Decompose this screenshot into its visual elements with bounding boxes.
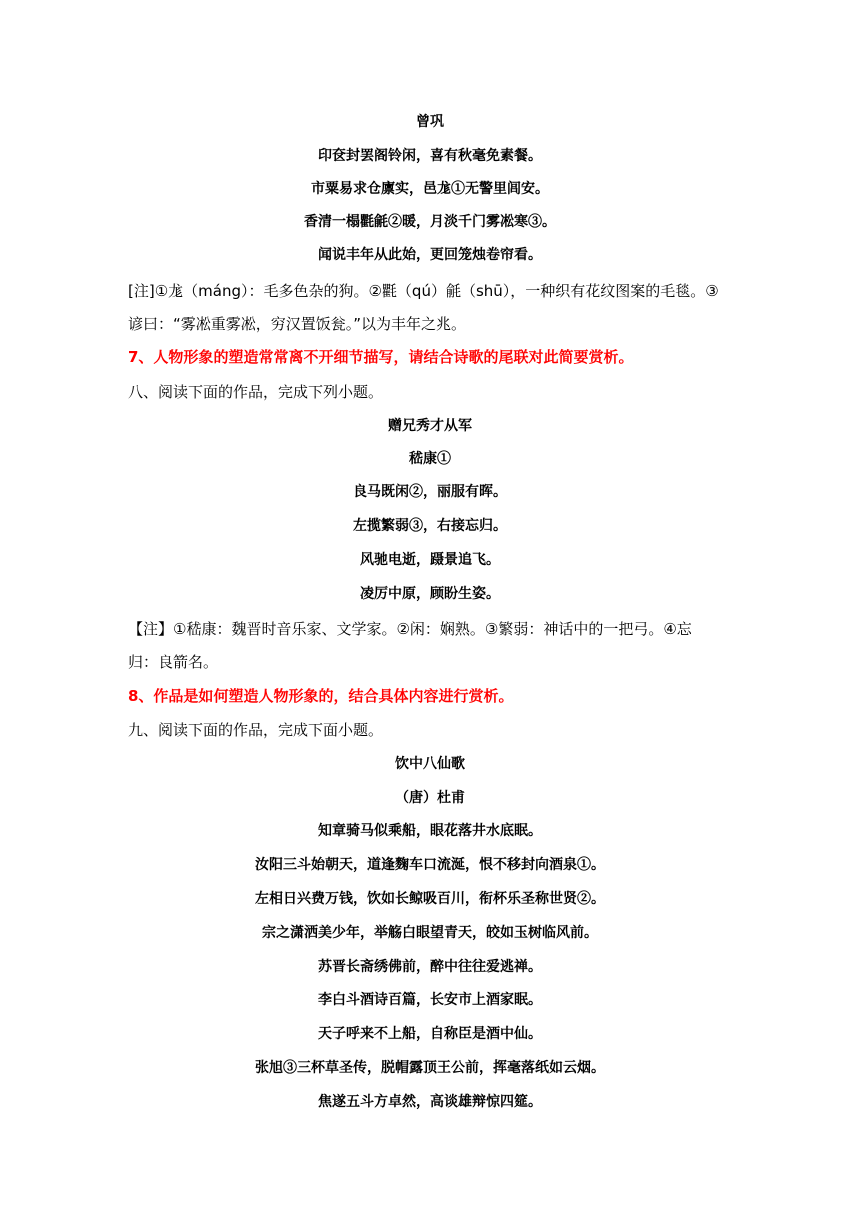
poem-line: 市粟易求仓廪实，邑尨①无警里闾安。 — [311, 181, 549, 197]
poem-line: 闻说丰年从此始，更回笼烛卷帘看。 — [318, 247, 542, 263]
annotation-line: 【注】①嵇康：魏晋时音乐家、文学家。②闲：娴熟。③繁弱：神话中的一把弓。④忘 — [128, 620, 692, 638]
annotation-line: [注]①尨（máng）：毛多色杂的狗。②氍（qú）毹（shū），一种织有花纹图案的毛毯。③ — [128, 282, 719, 300]
poem-line: 左相日兴费万钱，饮如长鲸吸百川，衔杯乐圣称世贤②。 — [255, 891, 605, 907]
poem-line: 天子呼来不上船，自称臣是酒中仙。 — [318, 1026, 542, 1042]
poem-author: 嵇康① — [409, 451, 451, 467]
section-heading-8: 八、阅读下面的作品，完成下列小题。 — [128, 383, 384, 401]
poem-author: 曾巩 — [416, 114, 444, 130]
poem-title: 饮中八仙歌 — [395, 756, 465, 772]
section-heading-9: 九、阅读下面的作品，完成下面小题。 — [128, 721, 384, 739]
poem-line: 汝阳三斗始朝天，道逢麴车口流涎，恨不移封向酒泉①。 — [255, 857, 605, 873]
annotation-line: 归：良箭名。 — [128, 653, 219, 671]
poem-line: 香清一榻氍毹②暖，月淡千门雾凇寒③。 — [304, 214, 556, 230]
poem-line: 印奁封罢阁铃闲，喜有秋毫免素餐。 — [318, 148, 542, 164]
poem-line: 宗之潇洒美少年，举觞白眼望青天，皎如玉树临风前。 — [262, 925, 598, 941]
annotation-line: 谚曰：“雾凇重雾凇，穷汉置饭瓮。”以为丰年之兆。 — [128, 315, 467, 333]
poem-line: 风驰电逝，蹑景追飞。 — [360, 552, 500, 568]
poem-line: 焦遂五斗方卓然，高谈雄辩惊四筵。 — [318, 1094, 542, 1110]
poem-line: 苏晋长斋绣佛前，醉中往往爱逃禅。 — [318, 959, 542, 975]
poem-line: 张旭③三杯草圣传，脱帽露顶王公前，挥毫落纸如云烟。 — [255, 1060, 605, 1076]
poem-title: 赠兄秀才从军 — [388, 418, 472, 434]
question-7: 7、人物形象的塑造常常离不开细节描写，请结合诗歌的尾联对此简要赏析。 — [128, 348, 634, 366]
poem-line: 良马既闲②，丽服有晖。 — [353, 484, 507, 500]
poem-line: 知章骑马似乘船，眼花落井水底眠。 — [318, 823, 542, 839]
poem-author: （唐）杜甫 — [395, 790, 465, 806]
question-8: 8、作品是如何塑造人物形象的，结合具体内容进行赏析。 — [128, 687, 514, 705]
poem-line: 左揽繁弱③，右接忘归。 — [353, 518, 507, 534]
poem-line: 凌厉中原，顾盼生姿。 — [360, 586, 500, 602]
poem-line: 李白斗酒诗百篇，长安市上酒家眠。 — [318, 992, 542, 1008]
